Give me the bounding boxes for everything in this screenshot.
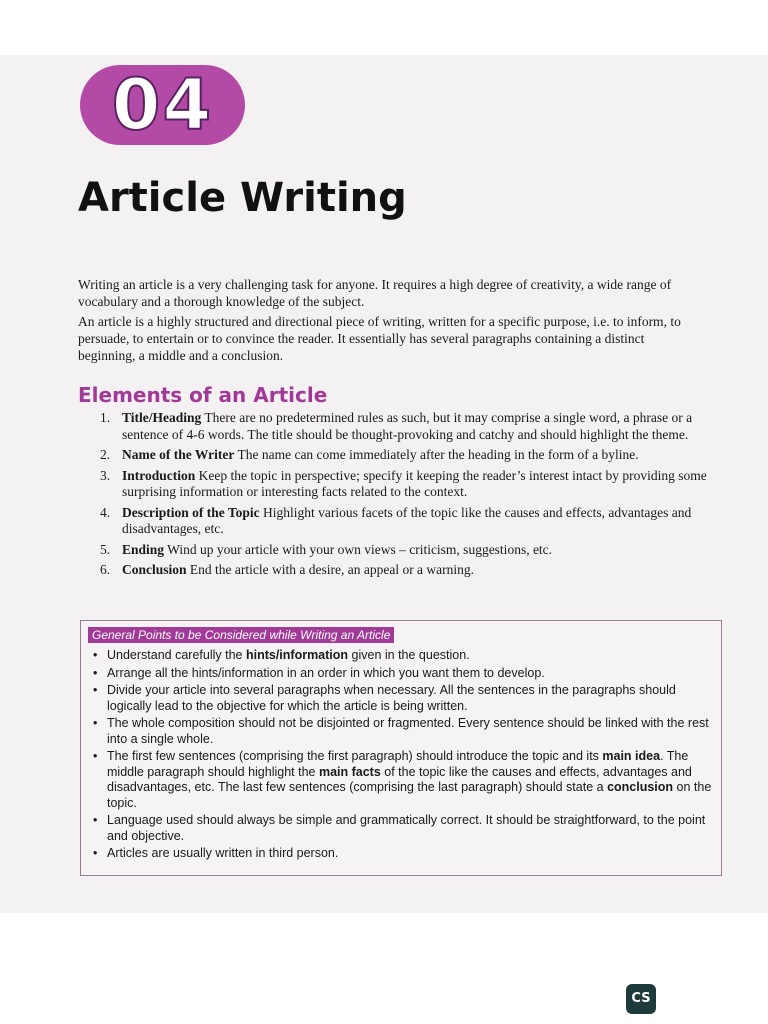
list-item: [91, 683, 717, 714]
list-item: [100, 505, 710, 538]
elements-list: [100, 410, 710, 583]
item-text: End the article with a desire, an appeal or a warning.: [186, 562, 475, 577]
item-term: Description of the Topic: [122, 504, 260, 520]
list-item: [91, 716, 717, 747]
item-text: Highlight various facets of the topic like the causes and effects, advantages and disadvantages, etc.: [122, 504, 692, 536]
bullet-icon: •: [93, 813, 98, 827]
item-number: 4.: [100, 504, 111, 520]
item-text: There are no predetermined rules as such, but it may comprise a single word, a phrase or a sentence of 4-6 words. The title should be thought-provoking and catchy and should highlight the theme.: [122, 410, 693, 442]
point-text: The first few sentences (comprising the first paragraph) should introduce the topic and its: [107, 749, 603, 763]
chapter-badge: [80, 65, 245, 145]
item-term: Ending: [122, 541, 165, 557]
list-item: [91, 846, 717, 862]
point-text: The whole composition should not be disjointed or fragmented. Every sentence should be linked with the rest into a single whole.: [107, 716, 709, 746]
point-text: Arrange all the hints/information in an order in which you want them to develop.: [107, 665, 545, 680]
general-points-title: General Points to be Considered while Writing an Article: [88, 627, 394, 643]
bullet-icon: •: [93, 683, 98, 697]
point-bold-text: main idea: [602, 749, 661, 763]
item-term: Conclusion: [122, 562, 187, 577]
point-text: Articles are usually written in third person.: [107, 846, 339, 860]
list-item: [91, 666, 717, 682]
item-text: Wind up your article with your own views – criticism, suggestions, etc.: [164, 541, 553, 557]
point-text: Divide your article into several paragraphs when necessary. All the sentences in the paragraphs should logically lead to the objective for which the article is being written.: [107, 683, 676, 713]
chapter-number: 04: [111, 64, 214, 146]
section-heading: Elements of an Article: [78, 383, 328, 407]
bullet-icon: •: [93, 749, 98, 763]
point-text: Understand carefully the: [107, 648, 246, 662]
list-item: [91, 749, 717, 811]
point-bold-text: conclusion: [607, 780, 674, 794]
intro-paragraph: An article is a highly structured and directional piece of writing, written for a specific purpose, i.e. to inform, to persuade, to entertain or to convince the reader. It essentially has several paragraphs containing a distinct beginning, a middle and a conclusion.: [78, 314, 681, 363]
point-text: . The middle paragraph should highlight the: [107, 749, 689, 779]
item-number: 1.: [100, 410, 111, 425]
bullet-icon: •: [93, 716, 98, 730]
item-number: 6.: [100, 562, 111, 577]
chapter-title: Article Writing: [78, 175, 407, 221]
scanned-page: [0, 55, 768, 913]
item-number: 3.: [100, 467, 111, 483]
general-points-list: [91, 648, 717, 864]
bullet-icon: •: [93, 846, 98, 860]
intro-text: [78, 276, 700, 367]
list-item: [100, 447, 710, 464]
item-text: The name can come immediately after the heading in the form of a byline.: [234, 447, 639, 462]
point-text: on the topic.: [107, 780, 712, 810]
item-number: 2.: [100, 447, 111, 462]
camscanner-logo-icon: CS: [626, 984, 656, 1014]
bullet-icon: •: [93, 648, 98, 662]
list-item: [100, 542, 710, 559]
list-item: [100, 410, 710, 443]
list-item: [100, 468, 710, 501]
intro-paragraph: Writing an article is a very challenging task for anyone. It requires a high degree of creativity, a wide range of vocabulary and a thorough knowledge of the subject.: [78, 277, 672, 309]
item-number: 5.: [100, 541, 111, 557]
list-item: [91, 648, 717, 664]
bullet-icon: •: [93, 665, 98, 680]
point-text: Language used should always be simple and grammatically correct. It should be straightforward, to the point and objective.: [107, 813, 706, 843]
point-text: given in the question.: [348, 648, 470, 662]
list-item: [91, 813, 717, 844]
item-term: Title/Heading: [122, 410, 202, 425]
point-bold-text: hints/information: [245, 648, 349, 662]
item-term: Name of the Writer: [122, 447, 235, 462]
general-points-box: [80, 620, 722, 876]
point-bold-text: main facts: [318, 764, 381, 779]
item-text: Keep the topic in perspective; specify it keeping the reader’s interest intact by providing some surprising information or interesting facts related to the context.: [122, 467, 707, 499]
item-term: Introduction: [122, 467, 196, 483]
list-item: [100, 562, 710, 579]
point-text: of the topic like the causes and effects, advantages and disadvantages, etc. The last few sentences (comprising the last paragraph) should state a: [107, 764, 692, 794]
